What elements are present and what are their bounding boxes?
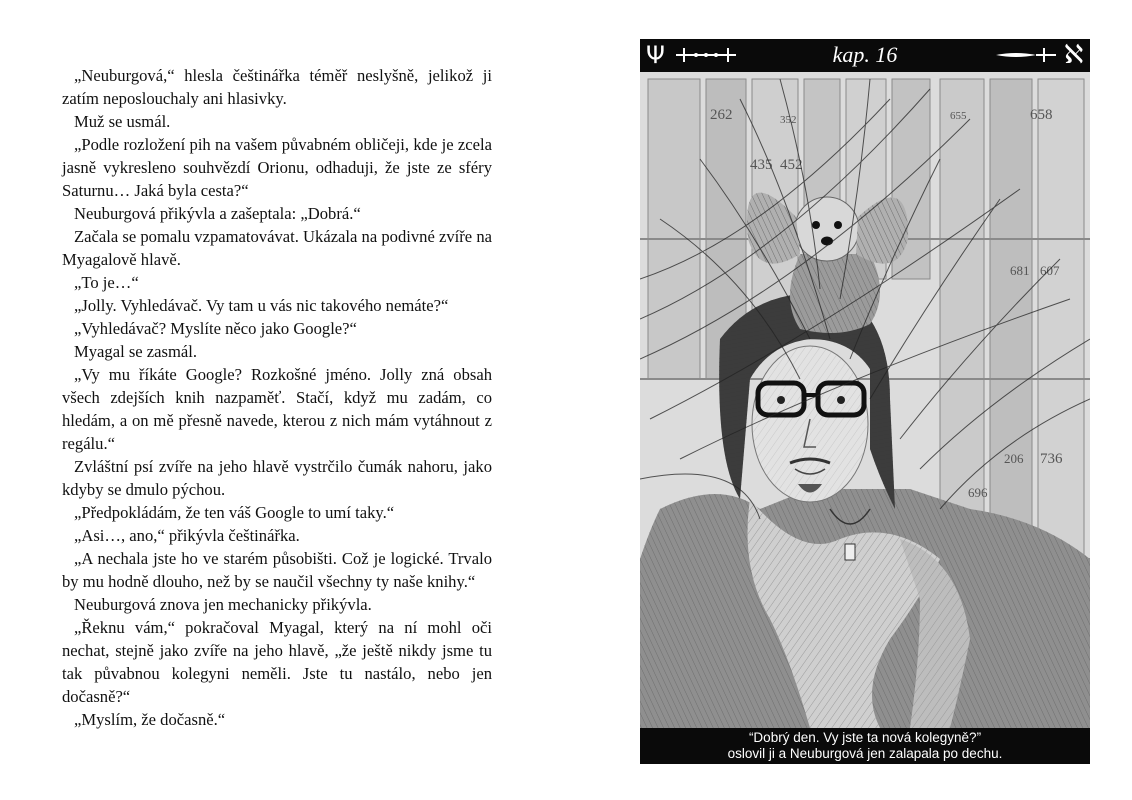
caption-line: oslovil ji a Neuburgová jen zalapala po dechu.	[727, 746, 1003, 761]
paragraph: Začala se pomalu vzpamatovávat. Ukázala na podivné zvíře na Myagalově hlavě.	[62, 227, 492, 269]
book-number: 655	[950, 110, 967, 122]
paragraph: „Jolly. Vyhledávač. Vy tam u vás nic takového nemáte?“	[74, 296, 449, 315]
book-number: 658	[1030, 107, 1053, 123]
paragraph: Muž se usmál.	[74, 112, 171, 131]
paragraph: „To je…“	[74, 273, 139, 292]
paragraph: „Řeknu vám,“ pokračoval Myagal, který na ní mohl oči nechat, stejně jako zvíře na jeho hlavě, „že ještě nikdy jsme tu tak půvabnou kolegyni neměli. Jste tu nastálo, nebo jen dočasně?“	[62, 618, 492, 706]
book-number: 681	[1010, 263, 1030, 278]
aleph-symbol: ℵ	[1064, 40, 1084, 70]
book-number: 696	[968, 485, 988, 500]
paragraph: Neuburgová přikývla a zašeptala: „Dobrá.“	[74, 204, 361, 223]
book-number: 452	[780, 157, 803, 173]
book-number: 435	[750, 157, 773, 173]
caption-line: “Dobrý den. Vy jste ta nová kolegyně?”	[748, 730, 982, 745]
paragraph: „Vyhledávač? Myslíte něco jako Google?“	[74, 319, 357, 338]
right-ornament-icon	[996, 45, 1056, 65]
book-number: 352	[780, 114, 797, 126]
paragraph: „Předpokládám, že ten váš Google to umí taky.“	[74, 503, 395, 522]
psi-symbol: Ψ	[646, 41, 665, 69]
chapter-illustration	[640, 39, 1090, 764]
book-number: 736	[1040, 451, 1063, 467]
paragraph: Myagal se zasmál.	[74, 342, 198, 361]
book-number: 206	[1004, 451, 1024, 466]
paragraph: Zvláštní psí zvíře na jeho hlavě vystrčilo čumák nahoru, jako kdyby se dmulo pýchou.	[62, 457, 492, 499]
paragraph: „Myslím, že dočasně.“	[74, 710, 226, 729]
chapter-title: kap. 16	[832, 42, 898, 67]
book-number: 262	[710, 107, 733, 123]
book-number: 607	[1040, 263, 1060, 278]
paragraph: „Podle rozložení pih na vašem půvabném obličeji, kde je zcela jasně vykresleno souhvězdí Orionu, odhaduji, že jste ze sféry Saturnu… Jaká byla cesta?“	[62, 135, 492, 200]
body-text	[62, 64, 492, 731]
paragraph: „Asi…, ano,“ přikývla češtinářka.	[74, 526, 300, 545]
portrait-illustration	[640, 39, 1090, 764]
paragraph: Neuburgová znova jen mechanicky přikývla.	[74, 595, 372, 614]
chapter-header	[640, 39, 1090, 72]
illustration-caption	[640, 728, 1090, 764]
right-page	[566, 0, 1132, 800]
paragraph: „Neuburgová,“ hlesla češtinářka téměř neslyšně, jelikož ji zatím neposlouchaly ani hlasivky.	[62, 66, 492, 108]
paragraph: „Vy mu říkáte Google? Rozkošné jméno. Jolly zná obsah všech zdejších knih nazpaměť. Stačí, když mu zadám, co hledám, a on mě přesně navede, kterou z nich mám vytáhnout z regálu.“	[62, 365, 492, 453]
paragraph: „A nechala jste ho ve starém působišti. Což je logické. Trvalo by mu hodně dlouho, než by se naučil všechny ty naše knihy.“	[62, 549, 492, 591]
